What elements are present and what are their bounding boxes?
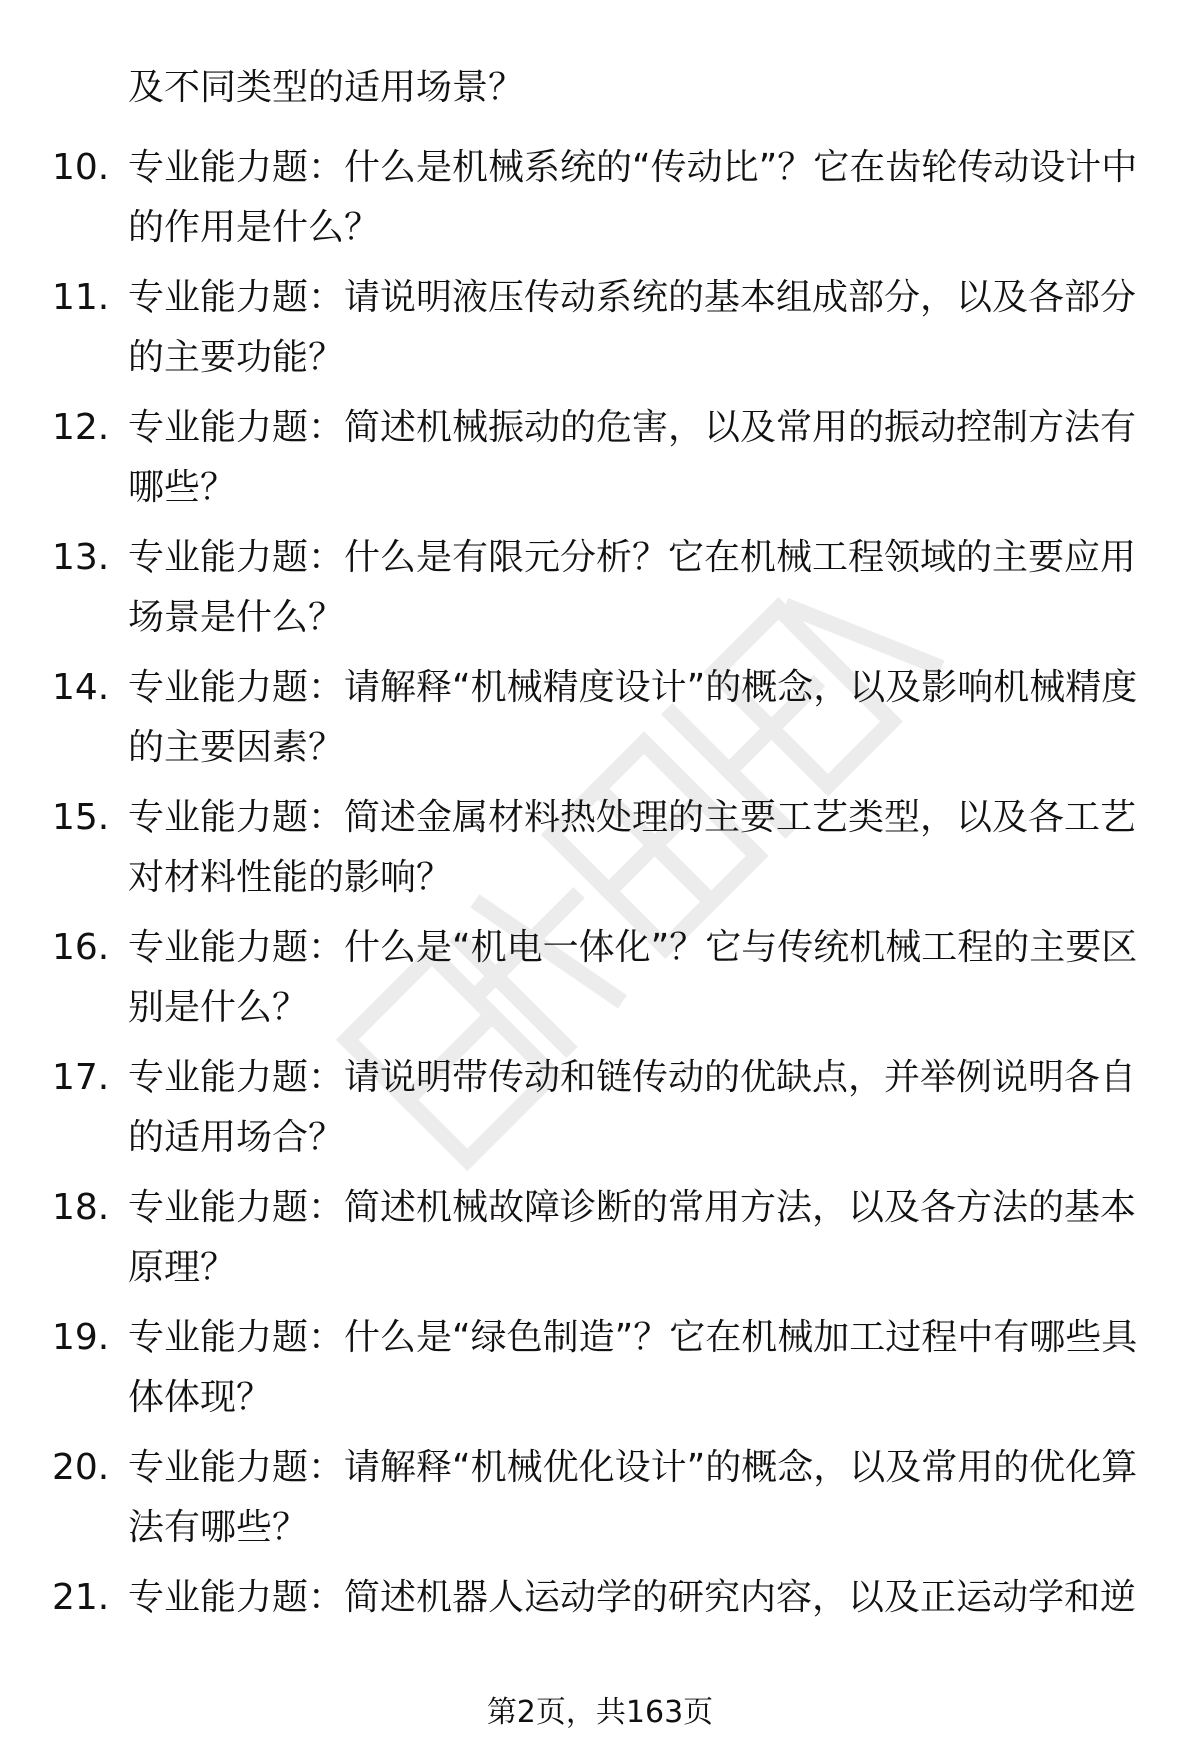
question-item <box>0 268 1200 398</box>
question-text: 专业能力题：请说明带传动和链传动的优缺点，并举例说明各自的适用场合？ <box>128 1057 1137 1158</box>
question-number: 16. <box>52 927 110 968</box>
question-text: 专业能力题：简述金属材料热处理的主要工艺类型，以及各工艺对材料性能的影响？ <box>128 797 1137 898</box>
question-text: 专业能力题：简述机械振动的危害，以及常用的振动控制方法有哪些？ <box>128 407 1137 508</box>
question-item <box>0 398 1200 528</box>
question-number: 19. <box>52 1317 110 1358</box>
question-item <box>0 918 1200 1048</box>
question-item <box>0 528 1200 658</box>
question-item <box>0 1438 1200 1568</box>
question-text: 专业能力题：什么是有限元分析？它在机械工程领域的主要应用场景是什么？ <box>128 537 1137 638</box>
question-text: 专业能力题：请说明液压传动系统的基本组成部分，以及各部分的主要功能？ <box>128 277 1137 378</box>
question-number: 21. <box>52 1577 110 1618</box>
page-number-footer: 第2页，共163页 <box>486 1695 714 1730</box>
question-text: 专业能力题：请解释“机械优化设计”的概念，以及常用的优化算法有哪些？ <box>128 1447 1138 1548</box>
question-item <box>0 1568 1200 1698</box>
question-list <box>0 138 1200 1698</box>
question-item <box>0 658 1200 788</box>
question-text: 专业能力题：什么是“绿色制造”？它在机械加工过程中有哪些具体体现？ <box>128 1317 1138 1418</box>
question-text: 专业能力题：请解释“机械精度设计”的概念，以及影响机械精度的主要因素？ <box>128 667 1138 768</box>
question-item <box>0 138 1200 268</box>
question-number: 20. <box>52 1447 110 1488</box>
question-item <box>0 1308 1200 1438</box>
question-number: 14. <box>52 667 110 708</box>
question-item <box>0 1178 1200 1308</box>
question-number: 12. <box>52 407 110 448</box>
continuation-line: 及不同类型的适用场景？ <box>128 67 525 108</box>
question-text: 专业能力题：简述机器人运动学的研究内容，以及正运动学和逆 <box>128 1577 1137 1618</box>
question-item <box>0 1048 1200 1178</box>
question-text: 专业能力题：什么是机械系统的“传动比”？它在齿轮传动设计中的作用是什么？ <box>128 147 1138 248</box>
question-text: 专业能力题：什么是“机电一体化”？它与传统机械工程的主要区别是什么？ <box>128 927 1138 1028</box>
question-number: 18. <box>52 1187 110 1228</box>
question-number: 13. <box>52 537 110 578</box>
question-number: 11. <box>52 277 110 318</box>
question-number: 15. <box>52 797 110 838</box>
question-number: 10. <box>52 147 110 188</box>
question-text: 专业能力题：简述机械故障诊断的常用方法，以及各方法的基本原理？ <box>128 1187 1137 1288</box>
question-number: 17. <box>52 1057 110 1098</box>
question-item <box>0 788 1200 918</box>
